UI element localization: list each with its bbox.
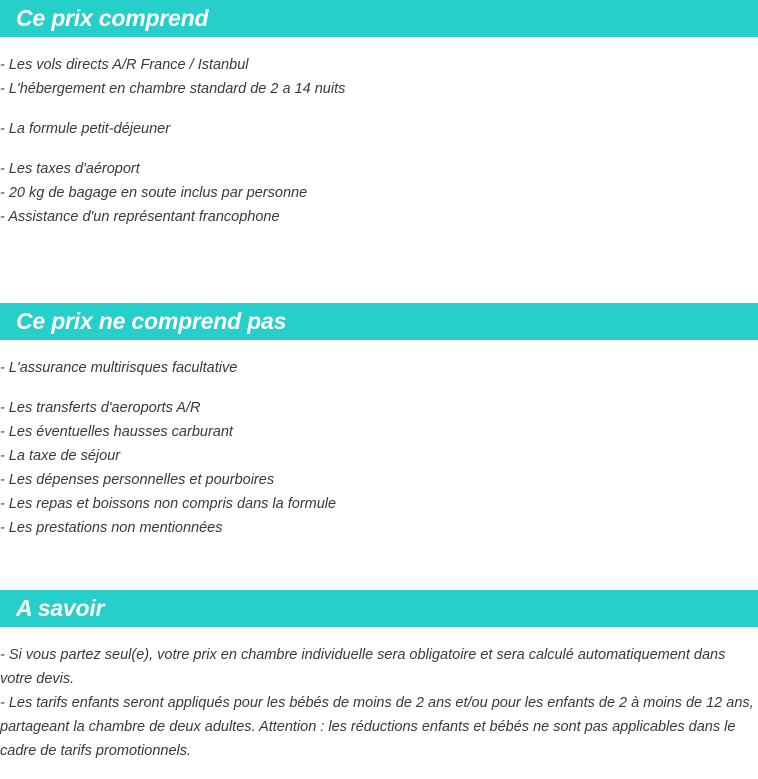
section-title: A savoir	[16, 595, 105, 621]
list-item: - La taxe de séjour	[0, 448, 121, 464]
section-title: Ce prix comprend	[16, 5, 209, 31]
list-item: - L'assurance multirisques facultative	[0, 360, 238, 376]
section-header-exclusions	[0, 303, 758, 340]
section-header-good-to-know	[0, 590, 758, 627]
list-item: - Les transferts d'aeroports A/R	[0, 400, 201, 416]
info-paragraph: - Les tarifs enfants seront appliqués pour les bébés de moins de 2 ans et/ou pour les enfants de 2 à moins de 12 ans, partageant la chambre de deux adultes. Attention : les réductions enfants et bébés ne sont pas applicables dans le cadre de tarifs promotionnels.	[0, 695, 754, 759]
list-item: - Les prestations non mentionnées	[0, 520, 223, 536]
info-paragraph: - Si vous partez seul(e), votre prix en chambre individuelle sera obligatoire et sera calculé automatiquement dans votre devis.	[0, 647, 726, 687]
list-item: - Assistance d'un représentant francophone	[0, 209, 280, 225]
section-title: Ce prix ne comprend pas	[16, 308, 287, 334]
list-item: - Les taxes d'aéroport	[0, 161, 140, 177]
list-item: - Les dépenses personnelles et pourboires	[0, 472, 275, 488]
list-item: - L'hébergement en chambre standard de 2 a 14 nuits	[0, 81, 346, 97]
section-header-inclusions	[0, 0, 758, 37]
list-item: - Les vols directs A/R France / Istanbul	[0, 57, 249, 73]
list-item: - Les éventuelles hausses carburant	[0, 424, 233, 440]
list-item: - 20 kg de bagage en soute inclus par personne	[0, 185, 308, 201]
list-item: - Les repas et boissons non compris dans la formule	[0, 496, 337, 512]
list-item: - La formule petit-déjeuner	[0, 121, 171, 137]
